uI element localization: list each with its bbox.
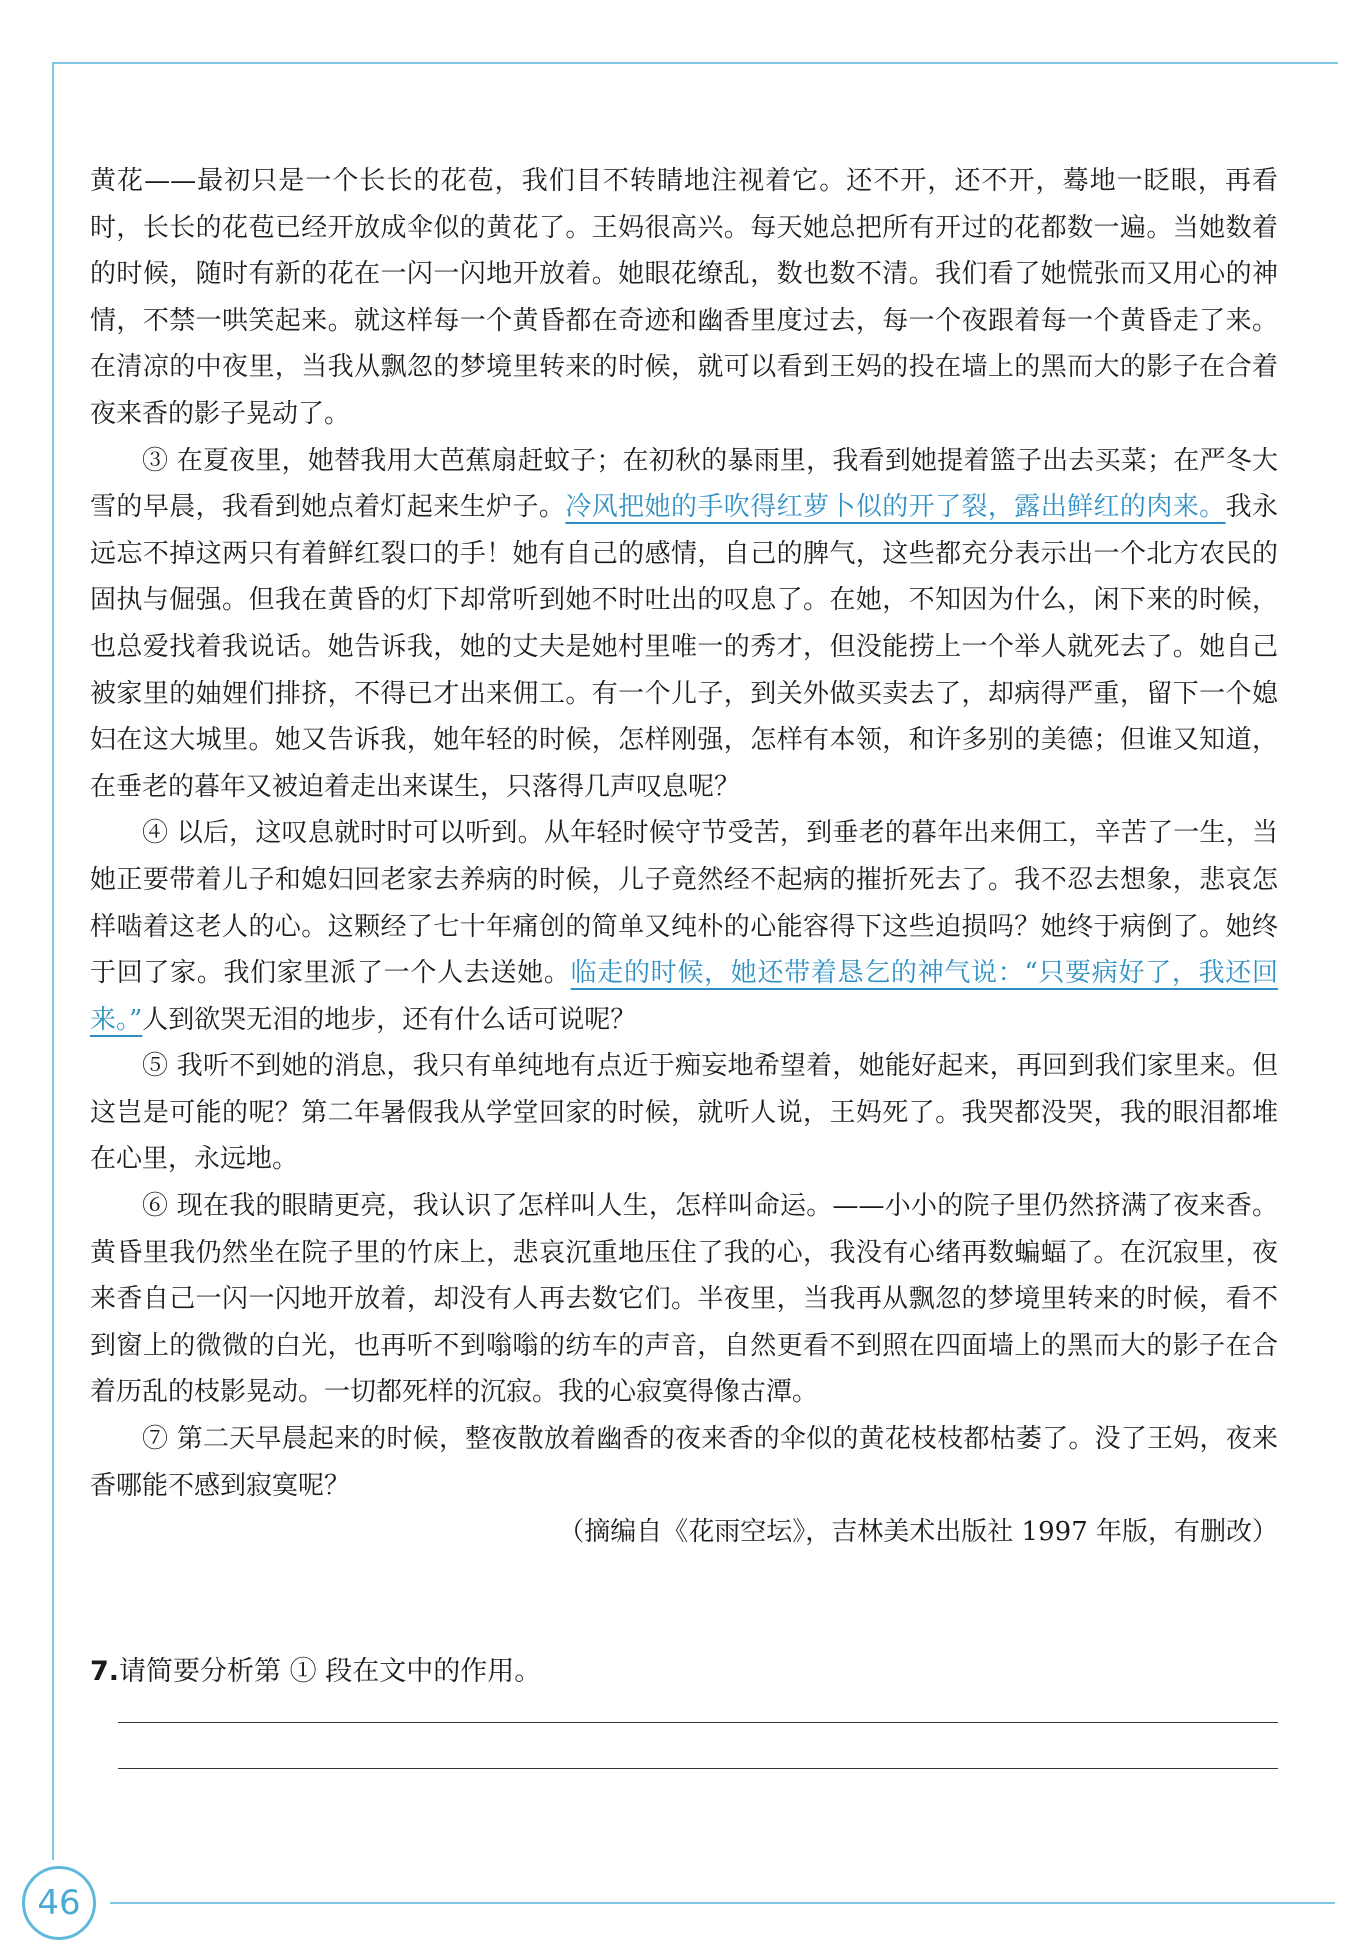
paragraph-6: ⑥ 现在我的眼睛更亮，我认识了怎样叫人生，怎样叫命运。——小小的院子里仍然挤满了夜来香。黄昏里我仍然坐在院子里的竹床上，悲哀沉重地压住了我的心，我没有心绪再数蝙蝠了。在沉寂里，夜来香自己一闪一闪地开放着，却没有人再去数它们。半夜里，当我再从飘忽的梦境里转来的时候，看不到窗上的微微的白光，也再听不到嗡嗡的纺车的声音，自然更看不到照在四面墙上的黑而大的影子在合着历乱的枝影晃动。一切都死样的沉寂。我的心寂寞得像古潭。 bbox=[90, 1191, 1278, 1408]
reading-passage bbox=[90, 158, 1278, 1556]
paragraph-3 bbox=[90, 438, 1278, 811]
page-frame-bottom-line bbox=[110, 1902, 1335, 1904]
paragraph-7: ⑦ 第二天早晨起来的时候，整夜散放着幽香的夜来香的伞似的黄花枝枝都枯萎了。没了王妈，夜来香哪能不感到寂寞呢？ bbox=[90, 1424, 1278, 1501]
paragraph-continuation: 黄花——最初只是一个长长的花苞，我们目不转睛地注视着它。还不开，还不开，蓦地一眨眼，再看时，长长的花苞已经开放成伞似的黄花了。王妈很高兴。每天她总把所有开过的花都数一遍。当她数着的时候，随时有新的花在一闪一闪地开放着。她眼花缭乱，数也数不清。我们看了她慌张而又用心的神情，不禁一哄笑起来。就这样每一个黄昏都在奇迹和幽香里度过去，每一个夜跟着每一个黄昏走了来。在清凉的中夜里，当我从飘忽的梦境里转来的时候，就可以看到王妈的投在墙上的黑而大的影子在合着夜来香的影子晃动了。 bbox=[90, 166, 1278, 429]
question-number: 7. bbox=[90, 1656, 120, 1687]
paragraph-4 bbox=[90, 810, 1278, 1043]
question-7 bbox=[90, 1652, 541, 1692]
page-number-badge: 46 bbox=[22, 1866, 96, 1940]
paragraph-3-text-b: 我永远忘不掉这两只有着鲜红裂口的手！她有自己的感情，自己的脾气，这些都充分表示出一个北方农民的固执与倔强。但我在黄昏的灯下却常听到她不时吐出的叹息了。在她，不知因为什么，闲下来的时候，也总爱找着我说话。她告诉我，她的丈夫是她村里唯一的秀才，但没能捞上一个举人就死去了。她自己被家里的妯娌们排挤，不得已才出来佣工。有一个儿子，到关外做买卖去了，却病得严重，留下一个媳妇在这大城里。她又告诉我，她年轻的时候，怎样刚强，怎样有本领，和许多别的美德；但谁又知道，在垂老的暮年又被迫着走出来谋生，只落得几声叹息呢？ bbox=[90, 492, 1278, 802]
question-text: 请简要分析第 ① 段在文中的作用。 bbox=[119, 1656, 542, 1687]
paragraph-4-underlined-sentence: 临走的时候，她还带着恳乞的神气说：“只要病好了，我还回来。” bbox=[90, 958, 1278, 1035]
paragraph-5: ⑤ 我听不到她的消息，我只有单纯地有点近于痴妄地希望着，她能好起来，再回到我们家里来。但这岂是可能的呢？第二年暑假我从学堂回家的时候，就听人说，王妈死了。我哭都没哭，我的眼泪都堆在心里，永远地。 bbox=[90, 1051, 1278, 1175]
answer-line-1[interactable] bbox=[118, 1722, 1278, 1723]
paragraph-4-text-b: 人到欲哭无泪的地步，还有什么话可说呢？ bbox=[142, 1004, 637, 1035]
paragraph-4-text-a: ④ 以后，这叹息就时时可以听到。从年轻时候守节受苦，到垂老的暮年出来佣工，辛苦了一生，当她正要带着儿子和媳妇回老家去养病的时候，儿子竟然经不起病的摧折死去了。我不忍去想象，悲哀怎样啮着这老人的心。这颗经了七十年痛创的简单又纯朴的心能容得下这些迫损吗？她终于病倒了。她终于回了家。我们家里派了一个人去送她。 bbox=[90, 818, 1278, 989]
answer-line-2[interactable] bbox=[118, 1768, 1278, 1769]
paragraph-3-text-a: ③ 在夏夜里，她替我用大芭蕉扇赶蚊子；在初秋的暴雨里，我看到她提着篮子出去买菜；在严冬大雪的早晨，我看到她点着灯起来生炉子。 bbox=[90, 445, 1278, 523]
page-frame-top-line bbox=[52, 62, 1338, 64]
page-frame-left-line bbox=[52, 62, 54, 1860]
source-citation: （摘编自《花雨空坛》，吉林美术出版社 1997 年版，有删改） bbox=[558, 1517, 1278, 1548]
paragraph-3-underlined-sentence: 冷风把她的手吹得红萝卜似的开了裂，露出鲜红的肉来。 bbox=[565, 492, 1226, 523]
